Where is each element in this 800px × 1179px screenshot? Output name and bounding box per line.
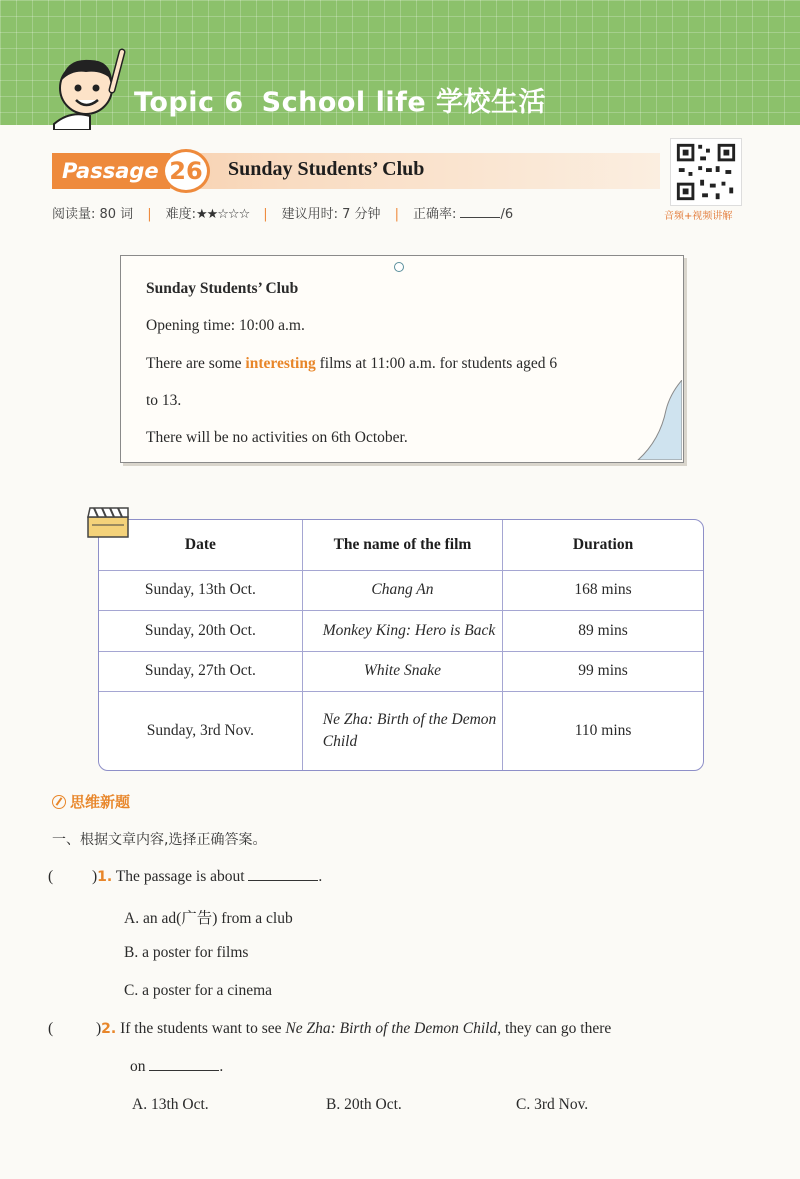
accuracy-label: 正确率:	[412, 207, 457, 222]
pen-icon	[52, 795, 66, 809]
word-count: 阅读量: 80 词	[52, 207, 134, 222]
question-2-option-c[interactable]: C. 3rd Nov.	[516, 1096, 589, 1113]
film-cell: Chang An	[302, 570, 502, 611]
notice-opening-time: Opening time: 10:00 a.m.	[146, 317, 305, 334]
date-cell: Sunday, 20th Oct.	[99, 611, 302, 652]
duration-cell: 89 mins	[503, 611, 703, 652]
notice-title: Sunday Students’ Club	[146, 280, 299, 297]
question-2-stem: )2. If the students want to see Ne Zha: Birth of the Demon Child, they can go there	[96, 1020, 612, 1037]
film-schedule-table	[98, 519, 704, 771]
passage-title: Sunday Students’ Club	[228, 158, 425, 180]
table-row	[99, 651, 703, 692]
table-header-duration: Duration	[503, 520, 703, 570]
date-cell: Sunday, 13th Oct.	[99, 570, 302, 611]
question-2-stem-cont: on .	[130, 1058, 224, 1075]
answer-paren-2[interactable]: (	[48, 1020, 54, 1037]
table-row	[99, 611, 703, 652]
duration-cell: 99 mins	[503, 651, 703, 692]
question-1-stem: )1. The passage is about .	[92, 868, 323, 885]
qr-code-icon[interactable]	[670, 138, 742, 206]
table-row	[99, 692, 703, 770]
qr-caption: 音频+视频讲解	[664, 211, 733, 222]
pin-icon	[394, 262, 404, 272]
question-1-option-a[interactable]: A. an ad(广告) from a club	[124, 910, 293, 927]
question-2-option-b[interactable]: B. 20th Oct.	[326, 1096, 402, 1113]
duration-cell: 110 mins	[503, 692, 703, 770]
date-cell: Sunday, 27th Oct.	[99, 651, 302, 692]
suggested-time: 建议用时: 7 分钟	[281, 207, 381, 222]
section-heading: 思维新题	[52, 791, 130, 812]
table-row	[99, 570, 703, 611]
duration-cell: 168 mins	[503, 570, 703, 611]
question-1-option-c[interactable]: C. a poster for a cinema	[124, 982, 273, 999]
difficulty-stars: ★★☆☆☆	[195, 207, 250, 222]
table-header-date: Date	[99, 520, 302, 570]
film-cell: Monkey King: Hero is Back	[302, 611, 502, 652]
notice-line-no-activities: There will be no activities on 6th October.	[146, 429, 408, 446]
film-clapper-icon	[86, 505, 130, 539]
question-instruction: 一、根据文章内容,选择正确答案。	[52, 832, 267, 848]
accuracy-blank	[460, 206, 500, 218]
notice-line-films: There are some interesting films at 11:00 a.m. for students aged 6	[146, 355, 558, 372]
accuracy-total: /6	[500, 207, 514, 222]
film-cell: White Snake	[302, 651, 502, 692]
answer-paren-1[interactable]: (	[48, 868, 54, 885]
table-header-film: The name of the film	[302, 520, 502, 570]
question-1-option-b[interactable]: B. a poster for films	[124, 944, 249, 961]
date-cell: Sunday, 3rd Nov.	[99, 692, 302, 770]
passage-label: Passage	[52, 153, 170, 189]
page-curl-icon	[630, 380, 682, 460]
topic-name: School life 学校生活	[261, 87, 547, 118]
film-cell: Ne Zha: Birth of the Demon Child	[302, 692, 502, 770]
notice-line-ages: to 13.	[146, 392, 182, 409]
mascot-boy-icon	[50, 40, 140, 130]
topic-title	[134, 80, 564, 119]
table-header-row	[99, 520, 703, 570]
question-2-option-a[interactable]: A. 13th Oct.	[132, 1096, 209, 1113]
passage-info-row: 阅读量: 80 词 | 难度:★★☆☆☆ | 建议用时: 7 分钟 | 正确率: /6	[52, 207, 514, 222]
highlight-interesting: interesting	[245, 355, 316, 372]
passage-number: 26	[162, 149, 210, 193]
topic-label: Topic 6	[134, 87, 244, 118]
difficulty-label: 难度:	[165, 207, 196, 222]
